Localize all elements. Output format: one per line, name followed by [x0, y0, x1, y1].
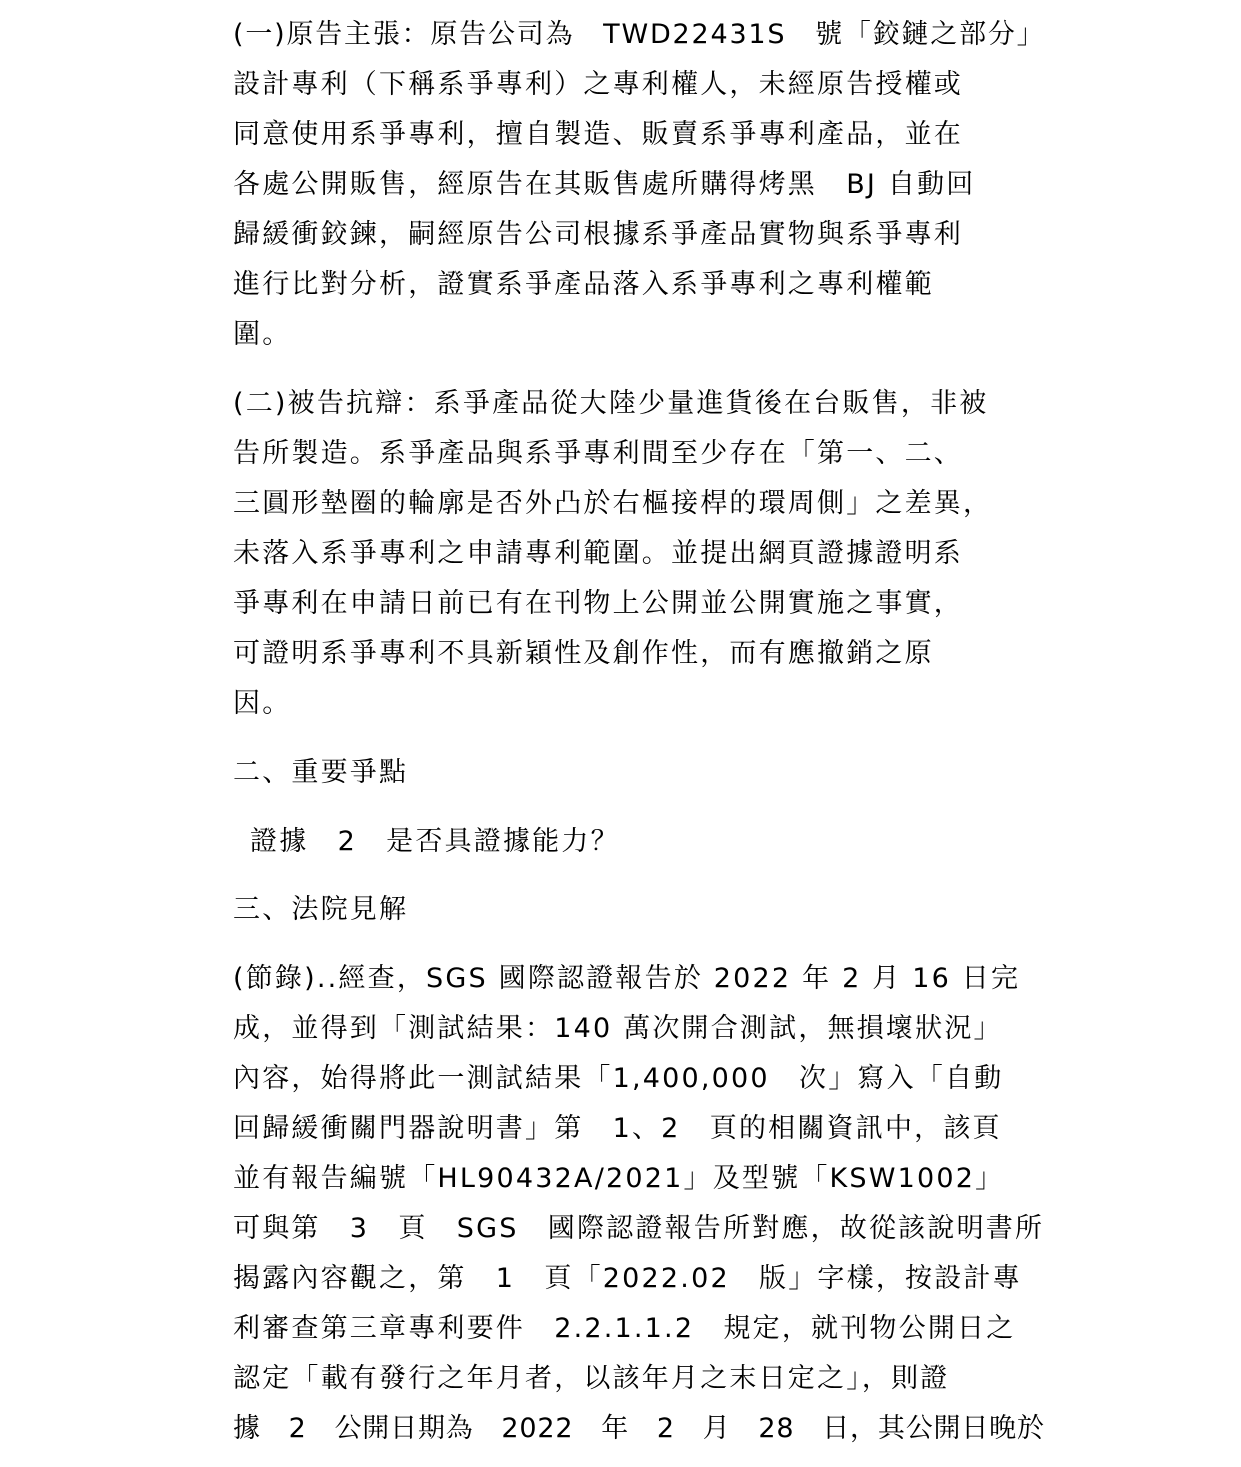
plaintiff-claim-line-4: 各處公開販售，經原告在其販售處所購得烤黑 BJ 自動回 [233, 169, 976, 200]
defendant-defense-line-5: 爭專利在申請日前已有在刊物上公開並公開實施之事實， [233, 588, 963, 619]
plaintiff-claim-line-2: 設計專利（下稱系爭專利）之專利權人，未經原告授權或 [233, 69, 963, 100]
plaintiff-claim-line-6: 進行比對分析，證實系爭產品落入系爭專利之專利權範 [233, 269, 934, 300]
court-opinion-line-2: 成，並得到「測試結果：140 萬次開合測試，無損壞狀況」 [233, 1013, 1003, 1044]
court-opinion-line-4: 回歸緩衝關門器說明書」第 1、2 頁的相關資訊中，該頁 [233, 1113, 1002, 1144]
plaintiff-claim-line-3: 同意使用系爭專利，擅自製造、販賣系爭專利產品，並在 [233, 119, 963, 150]
plaintiff-claim-line-1: (一)原告主張：原告公司為 TWD22431S 號「鉸鏈之部分」 [233, 19, 1046, 50]
defendant-defense-line-3: 三圓形墊圈的輪廓是否外凸於右樞接桿的環周側」之差異， [233, 488, 993, 519]
key-issue-question: 證據 2 是否具證據能力？ [250, 826, 620, 857]
court-opinion-line-6: 可與第 3 頁 SGS 國際認證報告所對應，故從該說明書所 [233, 1213, 1045, 1244]
defendant-defense-line-4: 未落入系爭專利之申請專利範圍。並提出網頁證據證明系 [233, 538, 963, 569]
section-heading-key-issues: 二、重要爭點 [233, 757, 409, 788]
court-opinion-line-8: 利審查第三章專利要件 2.2.1.1.2 規定，就刊物公開日之 [233, 1313, 1016, 1344]
court-opinion-line-10: 據 2 公開日期為 2022 年 2 月 28 日，其公開日晚於 [233, 1413, 1045, 1444]
court-opinion-line-7: 揭露內容觀之，第 1 頁「2022.02 版」字樣，按設計專 [233, 1263, 1022, 1294]
plaintiff-claim-line-7: 圍。 [233, 319, 292, 350]
defendant-defense-line-6: 可證明系爭專利不具新穎性及創作性，而有應撤銷之原 [233, 638, 934, 669]
defendant-defense-line-7: 因。 [233, 688, 292, 719]
court-opinion-line-1: (節錄)..經查，SGS 國際認證報告於 2022 年 2 月 16 日完 [233, 963, 1021, 994]
plaintiff-claim-line-5: 歸緩衝鉸鍊，嗣經原告公司根據系爭產品實物與系爭專利 [233, 219, 963, 250]
court-opinion-line-5: 並有報告編號「HL90432A/2021」及型號「KSW1002」 [233, 1163, 1005, 1194]
defendant-defense-line-2: 告所製造。系爭產品與系爭專利間至少存在「第一、二、 [233, 438, 963, 469]
court-opinion-line-3: 內容，始得將此一測試結果「1,400,000 次」寫入「自動 [233, 1063, 1004, 1094]
court-opinion-line-9: 認定「載有發行之年月者，以該年月之末日定之」，則證 [233, 1363, 950, 1394]
defendant-defense-line-1: (二)被告抗辯：系爭產品從大陸少量進貨後在台販售，非被 [233, 388, 989, 419]
section-heading-court-opinion: 三、法院見解 [233, 894, 409, 925]
